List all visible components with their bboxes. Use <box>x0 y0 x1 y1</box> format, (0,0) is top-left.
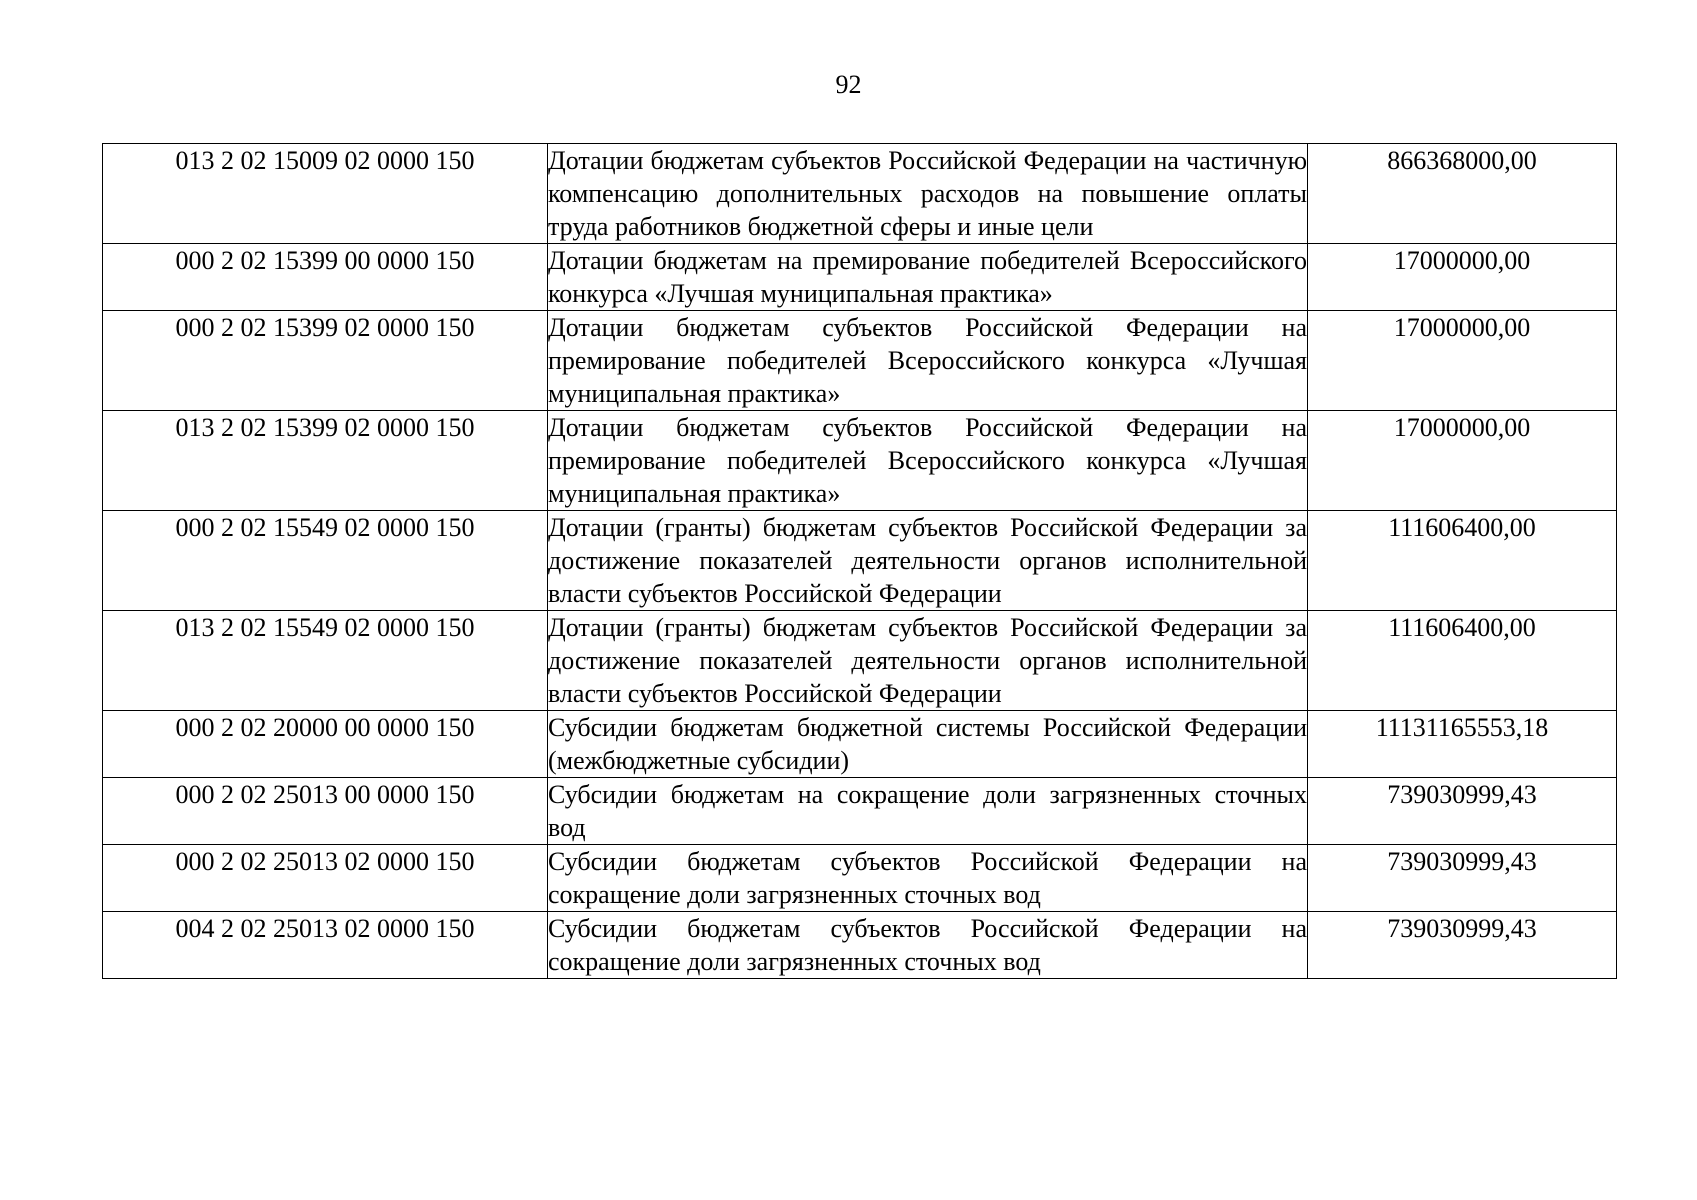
table-row <box>103 311 1617 411</box>
budget-code-cell: 013 2 02 15399 02 0000 150 <box>103 411 548 511</box>
budget-code-cell: 000 2 02 20000 00 0000 150 <box>103 711 548 778</box>
revenue-name-cell: Дотации (гранты) бюджетам субъектов Российской Федерации за достижение показателей деятельности органов исполнительной власти субъектов Российской Федерации <box>548 511 1308 611</box>
budget-code-cell: 004 2 02 25013 02 0000 150 <box>103 912 548 979</box>
revenue-name-cell: Субсидии бюджетам субъектов Российской Федерации на сокращение доли загрязненных сточных вод <box>548 845 1308 912</box>
amount-cell: 739030999,43 <box>1308 912 1617 979</box>
table-row <box>103 244 1617 311</box>
budget-code-cell: 000 2 02 15399 00 0000 150 <box>103 244 548 311</box>
amount-cell: 866368000,00 <box>1308 144 1617 244</box>
budget-code-cell: 000 2 02 25013 00 0000 150 <box>103 778 548 845</box>
amount-cell: 111606400,00 <box>1308 511 1617 611</box>
revenue-name-cell: Субсидии бюджетам субъектов Российской Федерации на сокращение доли загрязненных сточных вод <box>548 912 1308 979</box>
revenue-name-cell: Субсидии бюджетам бюджетной системы Российской Федерации (межбюджетные субсидии) <box>548 711 1308 778</box>
budget-code-cell: 000 2 02 15549 02 0000 150 <box>103 511 548 611</box>
revenue-name-cell: Дотации (гранты) бюджетам субъектов Российской Федерации за достижение показателей деятельности органов исполнительной власти субъектов Российской Федерации <box>548 611 1308 711</box>
amount-cell: 739030999,43 <box>1308 845 1617 912</box>
table-row <box>103 411 1617 511</box>
revenue-name-cell: Дотации бюджетам субъектов Российской Федерации на премирование победителей Всероссийского конкурса «Лучшая муниципальная практика» <box>548 411 1308 511</box>
table-row <box>103 511 1617 611</box>
revenue-name-cell: Дотации бюджетам субъектов Российской Федерации на частичную компенсацию дополнительных расходов на повышение оплаты труда работников бюджетной сферы и иные цели <box>548 144 1308 244</box>
amount-cell: 111606400,00 <box>1308 611 1617 711</box>
table-row <box>103 778 1617 845</box>
budget-revenue-table <box>102 143 1617 979</box>
table-row <box>103 144 1617 244</box>
revenue-name-cell: Дотации бюджетам субъектов Российской Федерации на премирование победителей Всероссийского конкурса «Лучшая муниципальная практика» <box>548 311 1308 411</box>
budget-code-cell: 000 2 02 15399 02 0000 150 <box>103 311 548 411</box>
amount-cell: 17000000,00 <box>1308 311 1617 411</box>
amount-cell: 17000000,00 <box>1308 244 1617 311</box>
amount-cell: 739030999,43 <box>1308 778 1617 845</box>
amount-cell: 11131165553,18 <box>1308 711 1617 778</box>
table-row <box>103 845 1617 912</box>
budget-code-cell: 013 2 02 15009 02 0000 150 <box>103 144 548 244</box>
page-number: 92 <box>835 70 862 99</box>
amount-cell: 17000000,00 <box>1308 411 1617 511</box>
revenue-name-cell: Субсидии бюджетам на сокращение доли загрязненных сточных вод <box>548 778 1308 845</box>
revenue-name-cell: Дотации бюджетам на премирование победителей Всероссийского конкурса «Лучшая муниципальная практика» <box>548 244 1308 311</box>
table-row <box>103 611 1617 711</box>
table-row <box>103 711 1617 778</box>
budget-code-cell: 000 2 02 25013 02 0000 150 <box>103 845 548 912</box>
budget-code-cell: 013 2 02 15549 02 0000 150 <box>103 611 548 711</box>
table-row <box>103 912 1617 979</box>
